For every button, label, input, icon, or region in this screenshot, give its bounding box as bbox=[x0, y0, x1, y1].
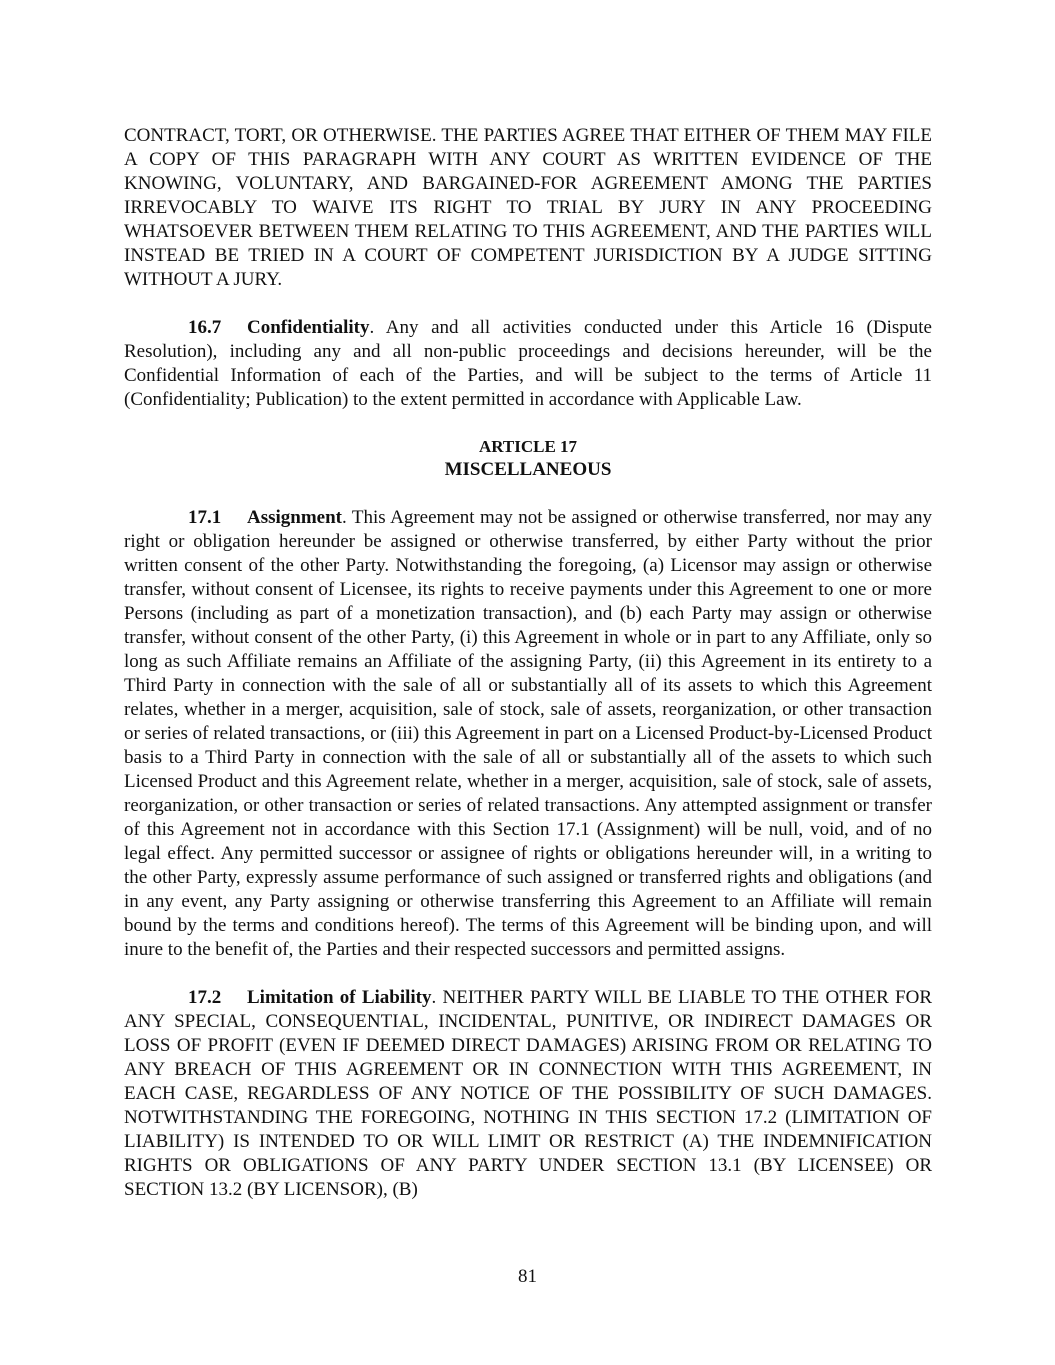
section-text: . NEITHER PARTY WILL BE LIABLE TO THE OTHER FOR ANY SPECIAL, CONSEQUENTIAL, INCIDENTAL, PUNITIVE, OR INDIRECT DAMAGES OR LOSS OF PROFIT (EVEN IF DEEMED DIRECT DAMAGES) ARISING FROM OR RELATING TO ANY BREACH OF THIS AGREEMENT OR IN CONNECTION WITH THIS AGREEMENT, IN EACH CASE, REGARDLESS OF ANY NOTICE OF THE POSSIBILITY OF SUCH DAMAGES. NOTWITHSTANDING THE FOREGOING, NOTHING IN THIS SECTION 17.2 (LIMITATION OF LIABILITY) IS INTENDED TO OR WILL LIMIT OR RESTRICT (A) THE INDEMNIFICATION RIGHTS OR OBLIGATIONS OF ANY PARTY UNDER SECTION 13.1 (BY LICENSEE) OR SECTION 13.2 (BY LICENSOR), (B) bbox=[124, 987, 932, 1200]
section-text: . Any and all activities conducted under this Article 16 (Dispute Resolution), including any and all non-public proceedings and decisions hereunder, will be the Confidential Information of each of the Parties, and will be subject to the terms of Article 11 (Confidentiality; Publication) to the extent permitted in accordance with Applicable Law. bbox=[124, 317, 932, 410]
article-title: MISCELLANEOUS bbox=[444, 459, 612, 480]
section-16-7-paragraph bbox=[124, 316, 932, 412]
section-title: Limitation of Liability bbox=[247, 987, 432, 1008]
page-number: 81 bbox=[518, 1266, 537, 1287]
continuation-text: CONTRACT, TORT, OR OTHERWISE. THE PARTIES AGREE THAT EITHER OF THEM MAY FILE A COPY OF THIS PARAGRAPH WITH ANY COURT AS WRITTEN EVIDENCE OF THE KNOWING, VOLUNTARY, AND BARGAINED-FOR AGREEMENT AMONG THE PARTIES IRREVOCABLY TO WAIVE ITS RIGHT TO TRIAL BY JURY IN ANY PROCEEDING WHATSOEVER BETWEEN THEM RELATING TO THIS AGREEMENT, AND THE PARTIES WILL INSTEAD BE TRIED IN A COURT OF COMPETENT JURISDICTION BY A JUDGE SITTING WITHOUT A JURY. bbox=[124, 125, 932, 290]
section-title: Assignment bbox=[247, 507, 343, 528]
section-number: 17.1 bbox=[188, 507, 222, 528]
section-text: . This Agreement may not be assigned or otherwise transferred, nor may any right or obligation hereunder be assigned or otherwise transferred, by either Party without the prior written consent of the other Party. Notwithstanding the foregoing, (a) Licensor may assign or otherwise transfer, without consent of Licensee, its rights to receive payments under this Agreement to one or more Persons (including as part of a monetization transaction), and (b) each Party may assign or otherwise transfer, without consent of the other Party, (i) this Agreement in whole or in part to any Affiliate, only so long as such Affiliate remains an Affiliate of the assigning Party, (ii) this Agreement in its entirety to a Third Party in connection with the sale of all or substantially all of its assets to which this Agreement relates, whether in a merger, acquisition, sale of stock, sale of assets, reorganization, or other transaction or series of related transactions, or (iii) this Agreement in part on a Licensed Product-by-Licensed Product basis to a Third Party in connection with the sale of all or substantially all of the assets to which such Licensed Product and this Agreement relate, whether in a merger, acquisition, sale of stock, sale of assets, reorganization, or other transaction or series of related transactions. Any attempted assignment or transfer of this Agreement not in accordance with this Section 17.1 (Assignment) will be null, void, and of no legal effect. Any permitted successor or assignee of rights or obligations hereunder will, in a writing to the other Party, expressly assume performance of such assigned or transferred rights and obligations (and in any event, any Party assigning or otherwise transferring this Agreement to an Affiliate will remain bound by the terms and conditions hereof). The terms of this Agreement will be binding upon, and will inure to the benefit of, the Parties and their respected successors and permitted assigns. bbox=[124, 507, 932, 960]
article-label: ARTICLE 17 bbox=[478, 437, 578, 456]
article-heading bbox=[124, 436, 932, 482]
section-17-1-paragraph bbox=[124, 506, 932, 962]
section-number: 17.2 bbox=[188, 987, 222, 1008]
section-number: 16.7 bbox=[188, 317, 222, 338]
section-title: Confidentiality bbox=[247, 317, 370, 338]
page-body bbox=[124, 124, 932, 1202]
continuation-paragraph bbox=[124, 124, 932, 292]
section-17-2-paragraph bbox=[124, 986, 932, 1202]
